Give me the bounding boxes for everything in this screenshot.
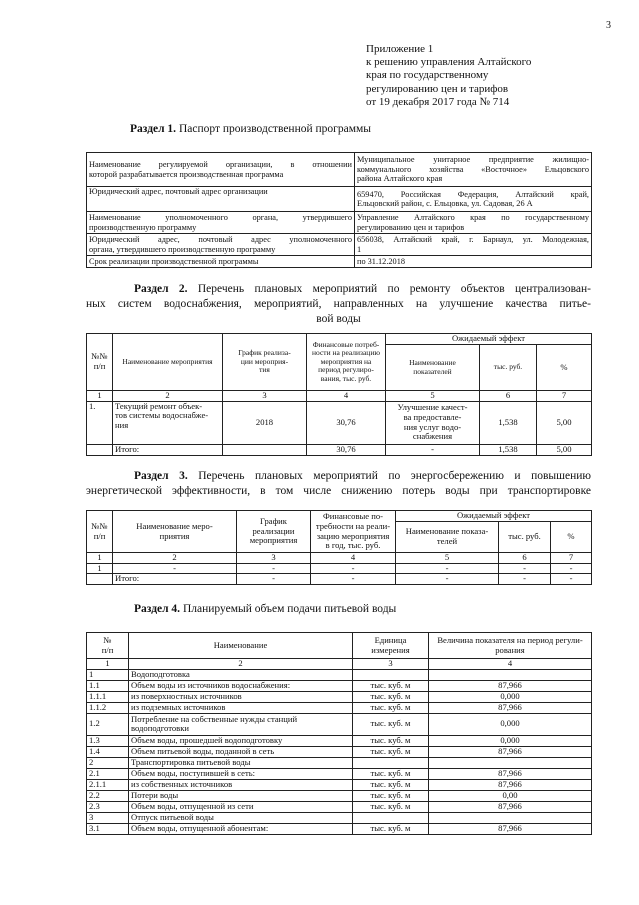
header-text: приятия: [159, 530, 190, 541]
cell-text: Текущий ремонт объек-: [115, 401, 203, 411]
total-schedule: -: [237, 574, 311, 585]
col-num: 5: [396, 553, 499, 564]
header-schedule: [223, 334, 307, 391]
header-text: показателей: [413, 366, 452, 376]
row-unit: тыс. куб. м: [353, 691, 429, 702]
row-name: Объем воды, прошедшей водоподготовку: [129, 735, 353, 746]
col-num: 6: [480, 391, 537, 402]
appendix-header: [366, 43, 531, 109]
table-row: [87, 691, 592, 702]
passport-label: [87, 256, 355, 268]
header-percent: %: [551, 522, 592, 553]
total-thousand: -: [499, 574, 551, 585]
passport-value: [355, 234, 592, 256]
row-num: 3.1: [87, 823, 129, 834]
row-num: 1.1.2: [87, 702, 129, 713]
header-indicator: [386, 345, 480, 391]
header-thousand: тыс. руб.: [499, 522, 551, 553]
row-num: 1.3: [87, 735, 129, 746]
row-unit: тыс. куб. м: [353, 735, 429, 746]
cell-text: Улучшение качест-: [397, 402, 468, 413]
header-text: п/п: [93, 530, 106, 541]
header-row: [87, 633, 592, 659]
row-percent: 5,00: [537, 401, 592, 444]
header-num: [87, 633, 129, 659]
passport-row: [87, 153, 592, 187]
table-row: [87, 812, 592, 823]
appendix-line: к решению управления Алтайского: [366, 56, 532, 69]
row-num: 1.1.1: [87, 691, 129, 702]
row-indicator: -: [396, 563, 499, 574]
row-name: Объем воды из источников водоснабжения:: [129, 680, 353, 691]
row-unit: тыс. куб. м: [353, 746, 429, 757]
row-unit: тыс. куб. м: [353, 790, 429, 801]
total-indicator: -: [396, 574, 499, 585]
row-name: [129, 713, 353, 735]
passport-row: [87, 212, 592, 234]
row-unit: тыс. куб. м: [353, 779, 429, 790]
row-unit: [353, 812, 429, 823]
total-label: Итого:: [113, 574, 237, 585]
appendix-line: от 19 декабря 2017 года № 714: [366, 95, 510, 108]
label-line: Срок реализации производственной программы: [89, 256, 259, 266]
table-row: [87, 801, 592, 812]
table-row: [87, 702, 592, 713]
title-line: вой воды: [316, 313, 361, 325]
table-row: [87, 669, 592, 680]
header-name: Наименование мероприятия: [113, 334, 223, 391]
header-finance: [311, 511, 396, 553]
table-row: [87, 757, 592, 768]
row-unit: тыс. куб. м: [353, 680, 429, 691]
col-num: 4: [311, 553, 396, 564]
value-line: 1: [357, 244, 362, 254]
passport-row: [87, 187, 592, 212]
header-text: п/п: [101, 644, 114, 655]
row-num: 2.2: [87, 790, 129, 801]
label-line: производственную программу: [89, 222, 197, 232]
cell-text: снабжения: [412, 431, 453, 442]
title-line: энергетической эффективности, в том числе снижению потерь воды при транспортировке: [86, 485, 591, 497]
appendix-line: Приложение 1: [366, 43, 434, 55]
row-value: 87,966: [429, 746, 592, 757]
row-num: 1.4: [87, 746, 129, 757]
passport-label: [87, 187, 355, 212]
row-name: из подземных источников: [129, 702, 353, 713]
section-1-label: Раздел 1.: [130, 123, 177, 135]
row-name: из поверхностных источников: [129, 691, 353, 702]
label-line: органа, утвердившего производственную программу: [89, 244, 276, 254]
col-num: 3: [353, 659, 429, 670]
appendix-line: регулированию цен и тарифов: [366, 82, 509, 95]
row-name: -: [113, 563, 237, 574]
header-text: рования: [495, 644, 525, 655]
header-text: №№: [91, 351, 108, 362]
header-effect: Ожидаемый эффект: [396, 511, 592, 522]
header-text: Единица: [374, 634, 407, 645]
col-num: 7: [551, 553, 592, 564]
title-text: Перечень плановых мероприятий по энергосбережению и повышению: [187, 470, 591, 482]
total-num: [87, 574, 113, 585]
passport-label: [87, 212, 355, 234]
total-percent: -: [551, 574, 592, 585]
table-row: [87, 735, 592, 746]
header-num: [87, 334, 113, 391]
row-value: 0,000: [429, 713, 592, 735]
header-text: требности на реали-: [315, 520, 391, 531]
row-name: из собственных источников: [129, 779, 353, 790]
row-thousand: -: [499, 563, 551, 574]
header-row: [87, 334, 592, 345]
row-unit: тыс. куб. м: [353, 702, 429, 713]
header-value: [429, 633, 592, 659]
total-finance: 30,76: [307, 444, 386, 455]
passport-value: [355, 212, 592, 234]
section-2-title: [86, 282, 591, 327]
passport-value: [355, 256, 592, 268]
row-indicator: [386, 401, 480, 444]
column-numbers-row: [87, 553, 592, 564]
row-num: 1: [87, 669, 129, 680]
passport-row: [87, 234, 592, 256]
energy-measures-table: [86, 510, 592, 585]
row-value: 0,000: [429, 735, 592, 746]
cell-text: ния услуг водо-: [403, 421, 462, 432]
row-name: Объем воды, отпущенной абонентам:: [129, 823, 353, 834]
row-percent: -: [551, 563, 592, 574]
col-num: 1: [87, 553, 113, 564]
value-line: 659470, Российская Федерация, Алтайский край,: [357, 189, 589, 199]
section-4-title: [134, 603, 396, 615]
page-number: 3: [606, 20, 611, 31]
row-unit: тыс. куб. м: [353, 713, 429, 735]
col-num: 3: [237, 553, 311, 564]
col-num: 4: [429, 659, 592, 670]
cell-text: тов системы водоснабже-: [115, 410, 209, 421]
col-num: 3: [223, 391, 307, 402]
header-text: телей: [436, 536, 458, 546]
header-thousand: тыс. руб.: [480, 345, 537, 391]
header-text: График: [260, 516, 287, 527]
table-row: [87, 713, 592, 735]
title-line: [86, 469, 591, 484]
label-line: Юридический адрес, почтовый адрес организации: [89, 187, 268, 196]
row-value: 87,966: [429, 823, 592, 834]
row-name: Водоподготовка: [129, 669, 353, 680]
header-text: период регулиро-: [318, 365, 374, 375]
header-row: [87, 511, 592, 522]
col-num: 2: [113, 553, 237, 564]
row-num: 2: [87, 757, 129, 768]
cell-text: ния: [115, 419, 129, 430]
row-value: 0,00: [429, 790, 592, 801]
cell-text: ва предоставле-: [403, 412, 462, 422]
label-line: которой разрабатывается производственная программа: [89, 169, 284, 179]
header-text: Наименование показа-: [405, 526, 489, 537]
section-1-name: Паспорт производственной программы: [176, 123, 372, 135]
table-row: [87, 563, 592, 574]
header-effect: Ожидаемый эффект: [386, 334, 592, 345]
row-schedule: -: [237, 563, 311, 574]
header-text: мероприятия: [249, 535, 298, 546]
header-schedule: [237, 511, 311, 553]
passport-table: [86, 152, 592, 268]
row-value: 87,966: [429, 779, 592, 790]
header-text: №№: [91, 520, 108, 531]
col-num: 1: [87, 391, 113, 402]
header-text: ции мероприя-: [240, 356, 289, 366]
row-name: Потери воды: [129, 790, 353, 801]
table-row: [87, 790, 592, 801]
column-numbers-row: [87, 391, 592, 402]
header-text: п/п: [93, 361, 106, 371]
row-num: 2.1: [87, 768, 129, 779]
total-label: Итого:: [113, 444, 223, 455]
passport-label: [87, 234, 355, 256]
header-text: в год, тыс. руб.: [325, 540, 381, 551]
table-row: [87, 746, 592, 757]
title-line: [86, 282, 591, 297]
row-name: Объем воды, поступившей в сеть:: [129, 768, 353, 779]
header-finance: [307, 334, 386, 391]
repair-measures-table: [86, 333, 592, 456]
section-3-label: Раздел 3.: [134, 470, 188, 482]
total-row: [87, 574, 592, 585]
value-line: Ельцовский район, с. Ельцовка, ул. Садовая, 26 А: [357, 199, 533, 208]
row-num: 1.1: [87, 680, 129, 691]
row-name: Отпуск питьевой воды: [129, 812, 353, 823]
section-4-name: Планируемый объем подачи питьевой воды: [180, 603, 397, 615]
passport-value: [355, 153, 592, 187]
table-row: [87, 401, 592, 444]
row-unit: [353, 757, 429, 768]
value-line: Муниципальное унитарное предприятие жилищно-: [357, 155, 589, 165]
passport-row: [87, 256, 592, 268]
header-text: реализации: [252, 525, 295, 536]
header-text: тия: [259, 365, 270, 375]
total-finance: -: [311, 574, 396, 585]
table-row: [87, 768, 592, 779]
header-text: Финансовые по-: [322, 511, 384, 522]
section-2-label: Раздел 2.: [134, 283, 188, 295]
header-name: [113, 511, 237, 553]
header-text: График реализа-: [238, 348, 291, 358]
col-num: 5: [386, 391, 480, 402]
row-num: 1.: [87, 401, 113, 444]
row-value: 87,966: [429, 768, 592, 779]
row-finance: 30,76: [307, 401, 386, 444]
title-text: Перечень плановых мероприятий по ремонту объектов централизован-: [187, 283, 591, 295]
header-unit: [353, 633, 429, 659]
total-num: [87, 444, 113, 455]
row-name: Объем питьевой воды, поданной в сеть: [129, 746, 353, 757]
row-name: Транспортировка питьевой воды: [129, 757, 353, 768]
row-num: 2.1.1: [87, 779, 129, 790]
total-schedule: [223, 444, 307, 455]
section-3-title: [86, 469, 591, 499]
col-num: 6: [499, 553, 551, 564]
col-num: 7: [537, 391, 592, 402]
row-name: Объем воды, отпущенной из сети: [129, 801, 353, 812]
row-name: [113, 401, 223, 444]
table-row: [87, 680, 592, 691]
header-text: измерения: [371, 644, 410, 655]
header-text: мероприятия на: [320, 356, 372, 366]
row-thousand: 1,538: [480, 401, 537, 444]
header-text: Финансовые потреб-: [312, 339, 380, 349]
section-1-title: [130, 123, 371, 135]
label-line: Наименование уполномоченного органа, утвердившего: [89, 213, 352, 223]
section-4-label: Раздел 4.: [134, 603, 181, 615]
header-num: [87, 511, 113, 553]
row-unit: [353, 669, 429, 680]
header-text: ности на реализацию: [312, 348, 380, 358]
header-text: зацию мероприятия: [316, 530, 390, 541]
title-line: ных систем водоснабжения, мероприятий, направленных на улучшение качества питье-: [86, 298, 591, 310]
value-line: района Алтайского края: [357, 174, 443, 184]
total-thousand: 1,538: [480, 444, 537, 455]
value-line: регулированию цен и тарифов: [357, 222, 465, 232]
header-name: Наименование: [129, 633, 353, 659]
header-text: вания, тыс. руб.: [320, 373, 372, 383]
value-line: по 31.12.2018: [357, 256, 405, 266]
row-unit: тыс. куб. м: [353, 823, 429, 834]
passport-label: [87, 153, 355, 187]
header-indicator: [396, 522, 499, 553]
column-numbers-row: [87, 659, 592, 670]
row-value: 87,966: [429, 801, 592, 812]
col-num: 4: [307, 391, 386, 402]
appendix-line: края по государственному: [366, 69, 489, 82]
header-text: Величина показателя на период регули-: [437, 634, 583, 645]
row-unit: тыс. куб. м: [353, 768, 429, 779]
row-unit: тыс. куб. м: [353, 801, 429, 812]
header-percent: %: [537, 345, 592, 391]
header-text: Наименование: [409, 357, 456, 367]
passport-value: [355, 187, 592, 212]
col-num: 1: [87, 659, 129, 670]
header-text: Наименование меро-: [136, 520, 213, 531]
total-indicator: -: [386, 444, 480, 455]
row-schedule: 2018: [223, 401, 307, 444]
col-num: 2: [113, 391, 223, 402]
row-num: 1: [87, 563, 113, 574]
cell-text: Потребление на собственные нужды станций: [131, 713, 298, 724]
table-row: [87, 779, 592, 790]
total-row: [87, 444, 592, 455]
label-line: Наименование регулируемой организации, в отношении: [89, 160, 352, 170]
value-line: 656038, Алтайский край, г. Барнаул, ул. Молодежная,: [357, 235, 589, 245]
row-num: 3: [87, 812, 129, 823]
value-line: Управление Алтайского края по государственному: [357, 213, 589, 223]
total-percent: 5,00: [537, 444, 592, 455]
water-supply-table: [86, 632, 592, 835]
value-line: коммунального хозяйства «Восточное» Ельцовского: [357, 164, 589, 174]
row-num: 2.3: [87, 801, 129, 812]
row-value: [429, 669, 592, 680]
row-value: 0,000: [429, 691, 592, 702]
row-value: 87,966: [429, 702, 592, 713]
table-row: [87, 823, 592, 834]
row-finance: -: [311, 563, 396, 574]
row-value: [429, 757, 592, 768]
col-num: 2: [129, 659, 353, 670]
row-value: 87,966: [429, 680, 592, 691]
row-value: [429, 812, 592, 823]
row-num: 1.2: [87, 713, 129, 735]
header-text: №: [103, 634, 112, 645]
label-line: Юридический адрес, почтовый адрес уполномоченного: [89, 235, 352, 245]
cell-text: водоподготовки: [131, 723, 190, 734]
